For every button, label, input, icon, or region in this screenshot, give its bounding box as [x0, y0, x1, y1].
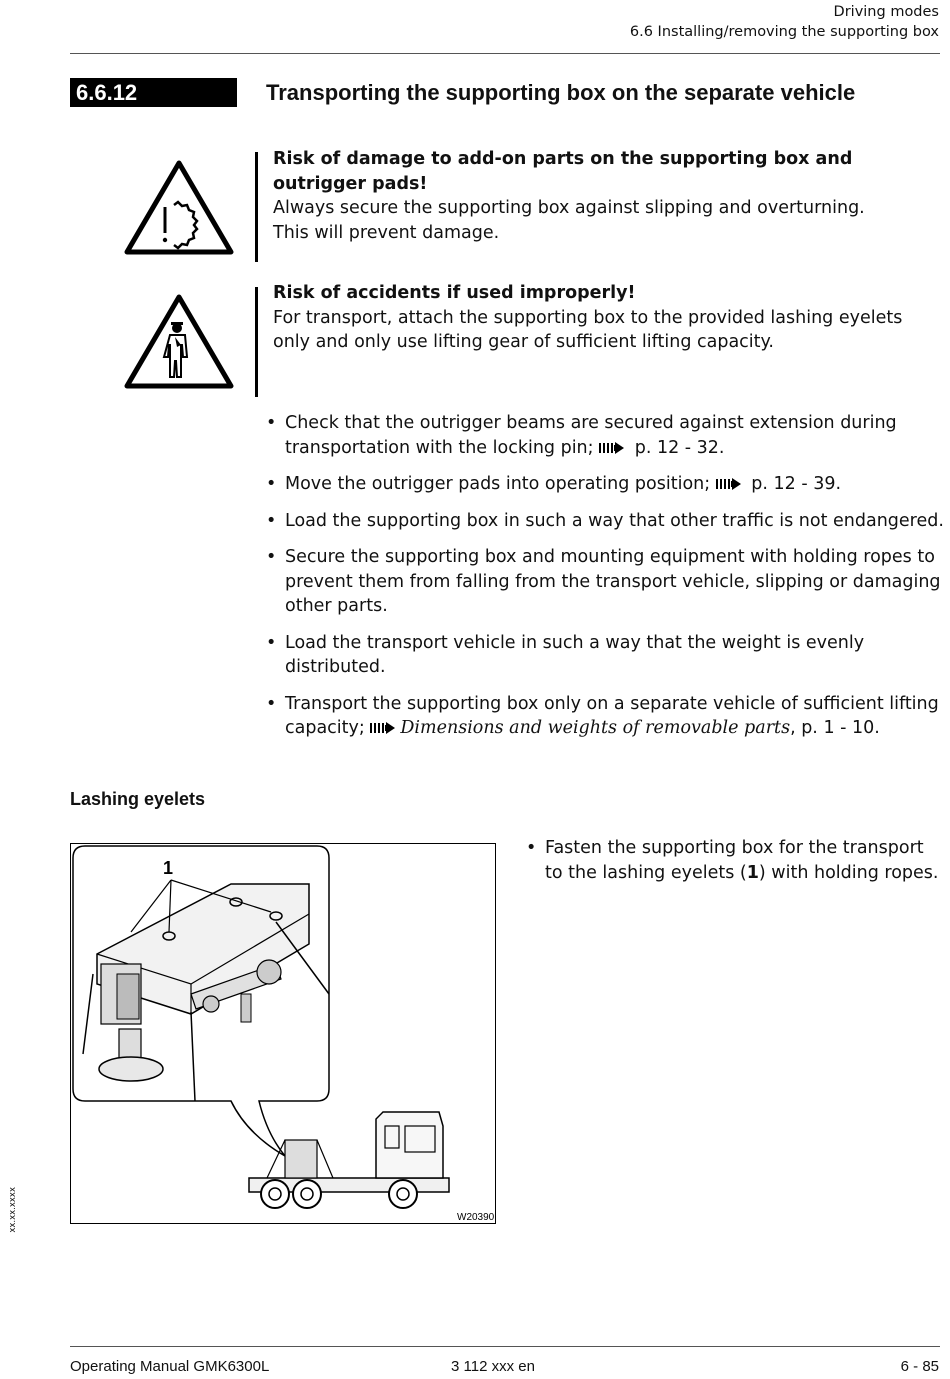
reference-arrow-icon [370, 721, 400, 735]
list-item [266, 692, 946, 741]
callout-label: 1 [163, 858, 174, 878]
list-item [266, 509, 946, 534]
list-item [266, 545, 946, 619]
reference-arrow-icon [716, 477, 746, 491]
list-item-text: Secure the supporting box and mounting equipment with holding ropes to prevent them from falling from the transport vehicle, slipping or damaging other parts. [285, 547, 941, 616]
page-reference[interactable]: , p. 1 - 10. [790, 718, 880, 738]
warning-bar-2 [255, 287, 258, 397]
damage-warning-icon [122, 157, 236, 257]
warning-heading-1: Risk of damage to add-on parts on the supporting box and outrigger pads! [273, 149, 853, 194]
section-number: 6.6.12 [70, 78, 237, 107]
header-rule [70, 53, 940, 54]
list-item [266, 631, 946, 680]
reference-title[interactable]: Dimensions and weights of removable parts [400, 718, 791, 738]
footer-manual-name: Operating Manual GMK6300L [70, 1358, 270, 1375]
list-item-text: Transport the supporting box only on a separate vehicle of sufficient lifting capacity; [285, 693, 939, 738]
header-chapter: Driving modes [833, 4, 939, 20]
side-code: xx.xx.xxxx [8, 1187, 18, 1233]
list-item-text: Check that the outrigger beams are secured against extension during transportation with the locking pin; [285, 413, 897, 458]
page-reference[interactable]: p. 12 - 39. [751, 474, 842, 494]
reference-arrow-icon [599, 441, 629, 455]
lashing-figure [70, 843, 496, 1224]
header-section: 6.6 Installing/removing the supporting box [629, 24, 939, 40]
list-item-text: Move the outrigger pads into operating position; [285, 474, 711, 494]
page-reference[interactable]: p. 12 - 32. [634, 437, 725, 458]
warning-text-1 [273, 147, 943, 245]
footer-page-number: 6 - 85 [900, 1358, 939, 1375]
footer-document-number: 3 112 xxx en [451, 1358, 535, 1375]
footer-rule [70, 1346, 940, 1347]
instruction-text: ) with holding ropes. [758, 862, 939, 883]
subsection-title: Lashing eyelets [70, 789, 206, 809]
warning-heading-2: Risk of accidents if used improperly! [273, 283, 636, 303]
warning-text-2 [273, 281, 943, 355]
list-item [266, 411, 946, 460]
warning-bar-1 [255, 152, 258, 262]
section-title: Transporting the supporting box on the separate vehicle [266, 80, 856, 105]
lashing-instruction [526, 836, 946, 885]
warning-line: Always secure the supporting box against slipping and overturning. [273, 198, 865, 218]
lashing-illustration [71, 844, 495, 1223]
warning-line: For transport, attach the supporting box to the provided lashing eyelets [273, 307, 903, 328]
warning-line: only and only use lifting gear of sufficient lifting capacity. [273, 332, 774, 352]
callout-reference: 1 [746, 862, 759, 883]
instruction-list [266, 411, 946, 753]
warning-line: This will prevent damage. [273, 222, 500, 243]
person-hazard-warning-icon [122, 291, 236, 391]
instruction-text: Fasten the supporting box for the transport to the lashing eyelets ( [545, 838, 924, 883]
figure-id: W20390 [457, 1212, 495, 1223]
list-item-text: Load the transport vehicle in such a way that the weight is evenly distributed. [285, 632, 865, 677]
list-item [266, 472, 946, 497]
list-item-text: Load the supporting box in such a way that other traffic is not endangered. [285, 510, 944, 531]
